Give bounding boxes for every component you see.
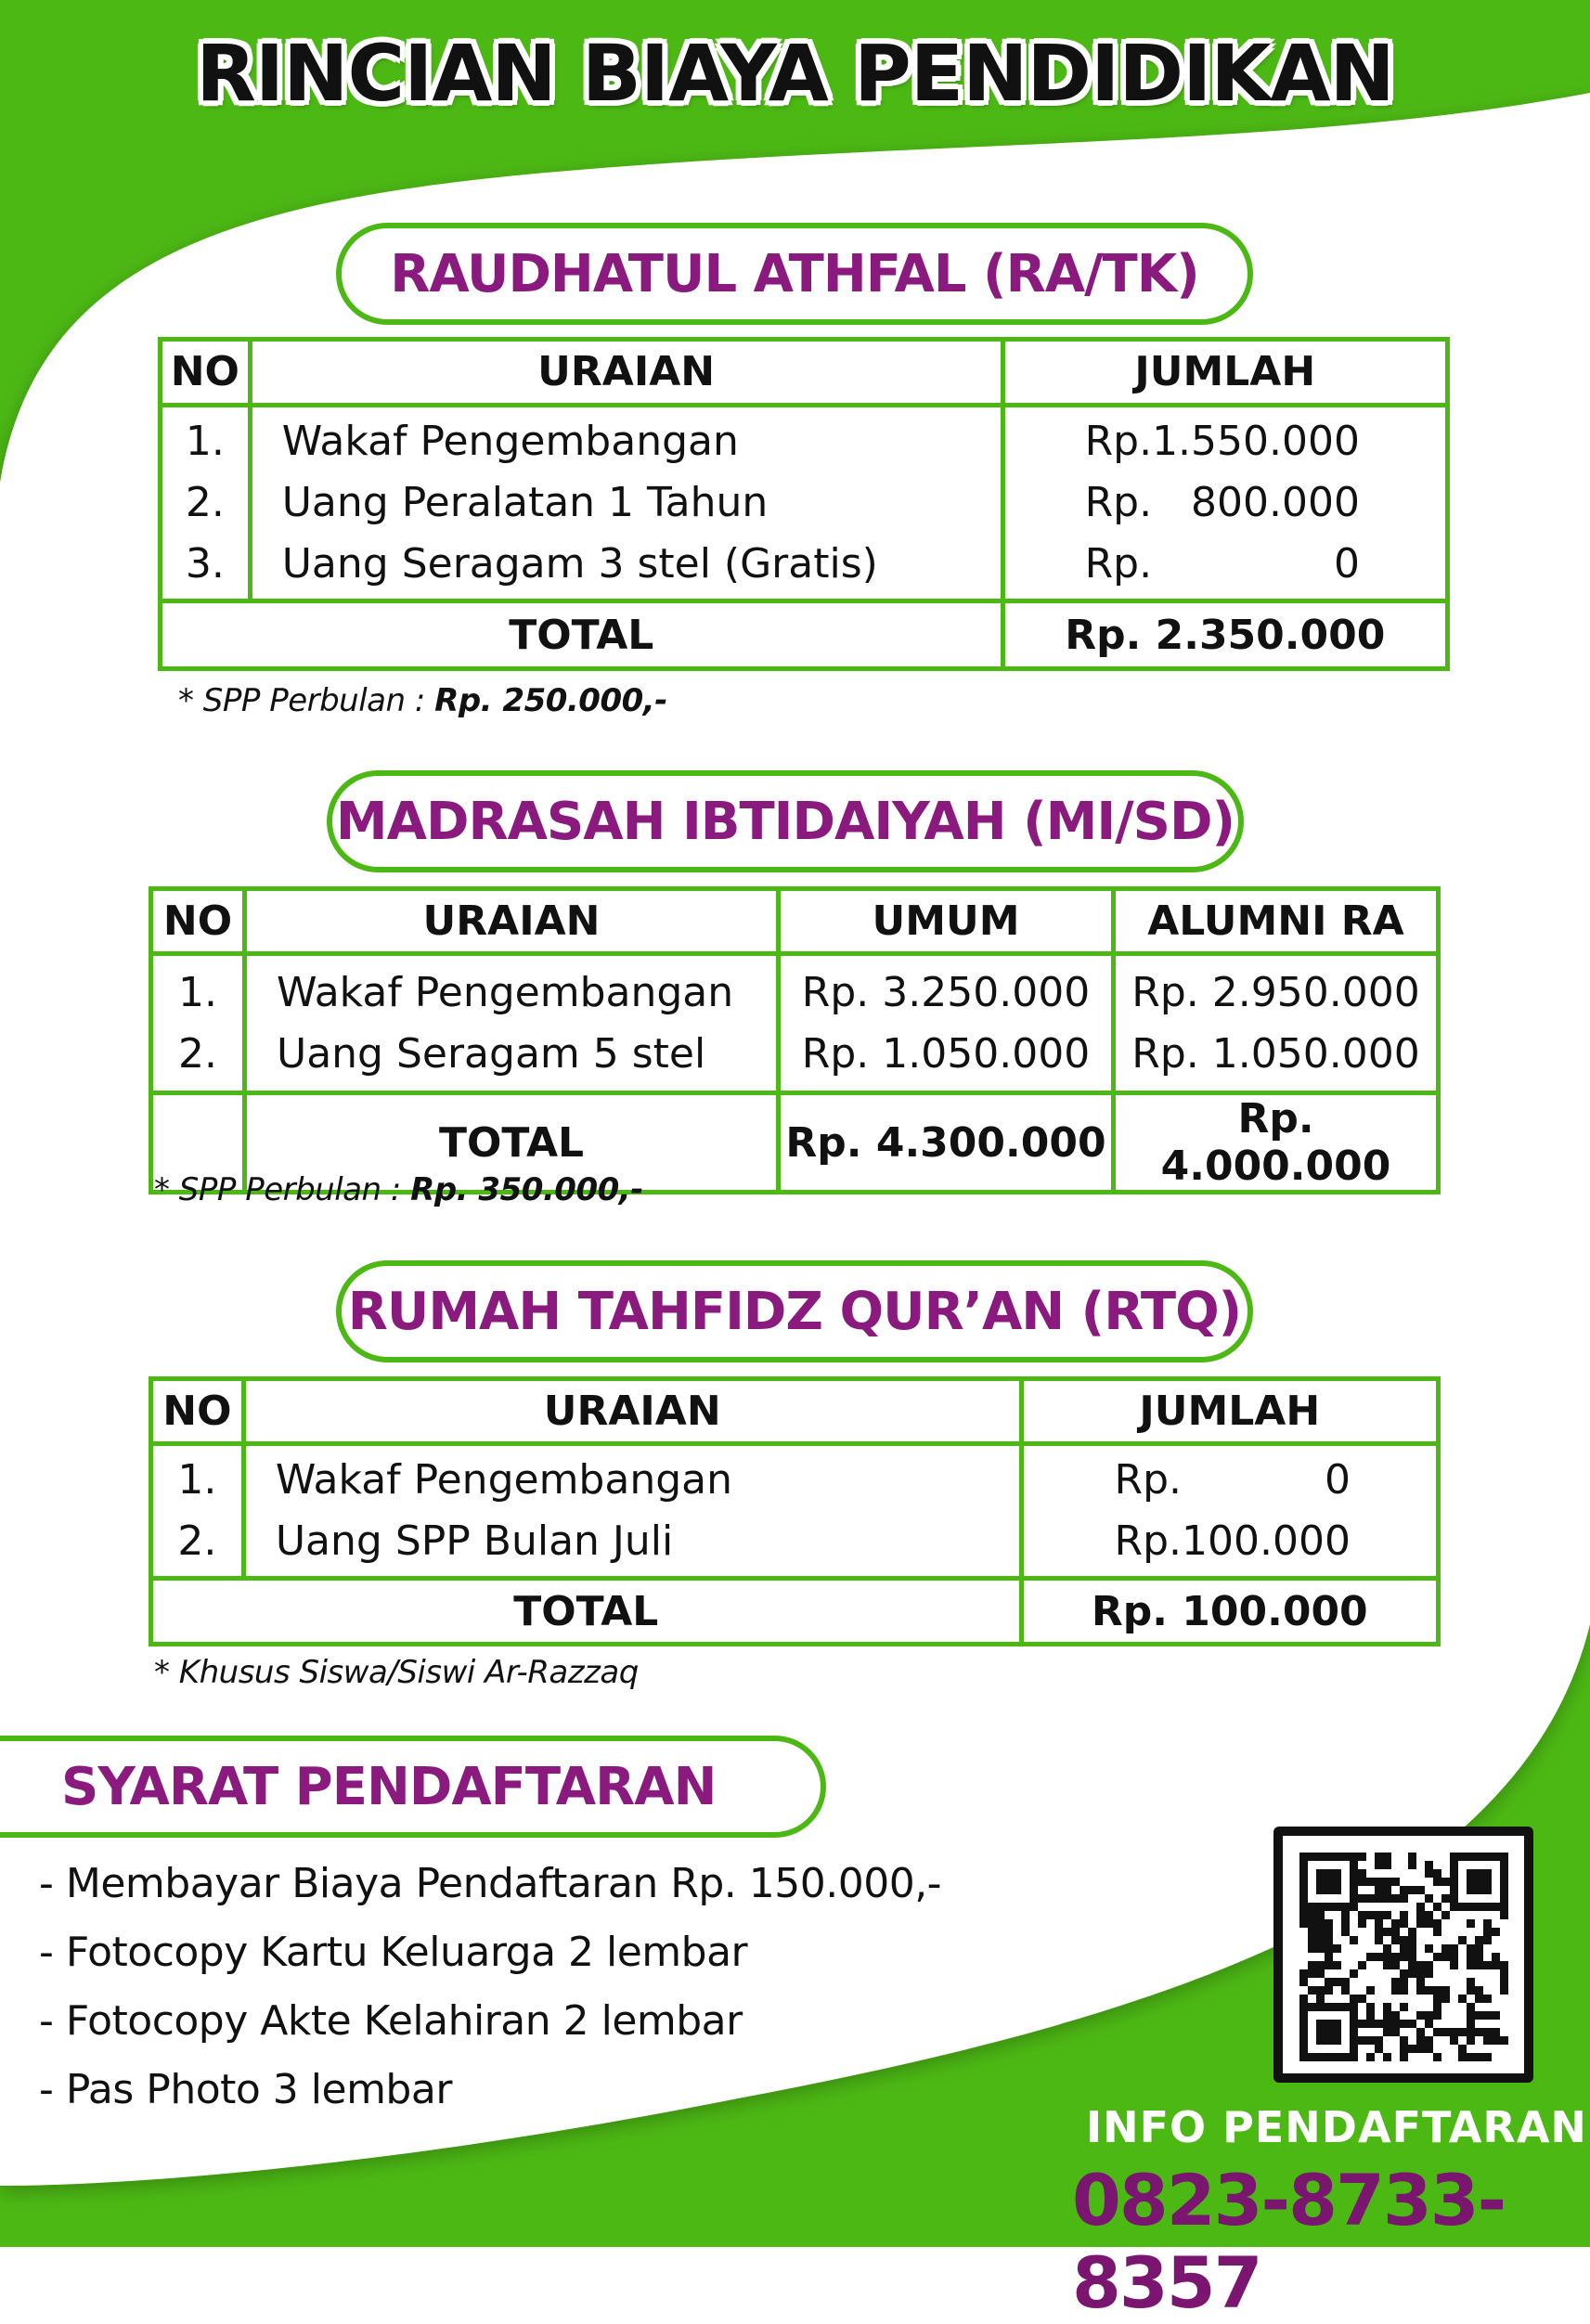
mi-row-alumni: Rp. 1.050.000 [1131,1029,1420,1078]
ra-row-no: 2. [185,478,225,526]
rtq-table [149,1376,1441,1646]
requirement-item: - Membayar Biaya Pendaftaran Rp. 150.000,- [39,1860,942,1907]
ra-col-jumlah: JUMLAH [1002,340,1447,406]
mi-total-alumni: Rp. 4.000.000 [1114,1093,1439,1193]
rtq-col-jumlah: JUMLAH [1021,1379,1438,1444]
qr-code-pattern [1283,1836,1524,2073]
rtq-no-cell [151,1444,244,1579]
mi-row-no: 1. [178,968,217,1016]
ra-row-amount: Rp. 800.000 [1084,478,1360,526]
mi-row-no: 2. [178,1029,217,1078]
mi-col-no: NO [151,889,245,954]
ra-row-amount: Rp. 0 [1084,539,1360,587]
rtq-total-label: TOTAL [151,1579,1022,1645]
ra-total-value: Rp. 2.350.000 [1002,601,1447,669]
rtq-col-no: NO [151,1379,244,1444]
rtq-item-cell [243,1444,1021,1579]
qr-code-icon [1273,1827,1533,2083]
ra-row-item: Uang Peralatan 1 Tahun [281,478,769,526]
mi-total-umum: Rp. 4.300.000 [779,1093,1114,1193]
rtq-row-amount: Rp. 0 [1114,1456,1351,1504]
mi-row-umum: Rp. 1.050.000 [801,1029,1091,1078]
ra-heading-text: RAUDHATUL ATHFAL (RA/TK) [390,243,1199,304]
ra-row-item: Uang Seragam 3 stel (Gratis) [281,539,878,587]
mi-alumni-cell [1114,954,1439,1093]
rtq-col-uraian: URAIAN [243,1379,1021,1444]
ra-total-label: TOTAL [161,601,1003,669]
ra-heading [336,223,1253,325]
mi-total-label: TOTAL [245,1093,779,1193]
mi-no-cell [151,954,245,1093]
rtq-note: * Khusus Siswa/Siswi Ar-Razzaq [154,1654,639,1691]
mi-heading [327,770,1244,872]
rtq-heading [336,1260,1253,1362]
rtq-row-item: Wakaf Pengembangan [275,1456,732,1504]
phone-number: 0823-8733-8357 [1072,2159,1506,2324]
ra-row-amount: Rp. 1.550.000 [1084,417,1360,465]
ra-no-cell [161,405,251,601]
mi-note: * SPP Perbulan : Rp. 350.000,- [154,1171,643,1208]
rtq-heading-text: RUMAH TAHFIDZ QUR’AN (RTQ) [347,1281,1242,1342]
ra-col-uraian: URAIAN [250,340,1002,406]
rtq-row-amount: Rp. 100.000 [1114,1517,1351,1565]
requirement-item: - Fotocopy Akte Kelahiran 2 lembar [39,1997,743,2045]
ra-row-no: 1. [185,417,225,465]
ra-row-no: 3. [185,539,225,587]
requirements-heading [0,1736,826,1838]
rtq-row-no: 1. [177,1456,217,1504]
mi-col-uraian: URAIAN [245,889,779,954]
rtq-row-item: Uang SPP Bulan Juli [275,1517,674,1565]
ra-col-no: NO [161,340,251,406]
rtq-amount-cell [1021,1444,1438,1579]
mi-umum-cell [779,954,1114,1093]
mi-heading-text: MADRASAH IBTIDAIYAH (MI/SD) [335,791,1235,852]
mi-col-umum: UMUM [779,889,1114,954]
rtq-total-value: Rp. 100.000 [1021,1579,1438,1645]
info-label: INFO PENDAFTARAN [1086,2102,1587,2152]
ra-item-cell [250,405,1002,601]
mi-row-item: Wakaf Pengembangan [277,968,734,1016]
mi-item-cell [245,954,779,1093]
rtq-row-no: 2. [177,1517,217,1565]
requirement-item: - Pas Photo 3 lembar [39,2066,452,2113]
requirements-heading-text: SYARAT PENDAFTARAN [61,1756,717,1817]
ra-amount-cell [1002,405,1447,601]
mi-table [149,886,1441,1194]
mi-row-umum: Rp. 3.250.000 [801,968,1091,1016]
requirements-list [39,1850,941,2124]
requirement-item: - Fotocopy Kartu Keluarga 2 lembar [39,1929,748,1976]
mi-row-alumni: Rp. 2.950.000 [1131,968,1420,1016]
mi-col-alumni: ALUMNI RA [1114,889,1439,954]
ra-row-item: Wakaf Pengembangan [281,417,739,465]
ra-table [158,337,1450,671]
page-title: RINCIAN BIAYA PENDIDIKAN [196,28,1394,119]
ra-note: * SPP Perbulan : Rp. 250.000,- [178,682,667,719]
mi-row-item: Uang Seragam 5 stel [277,1029,706,1078]
